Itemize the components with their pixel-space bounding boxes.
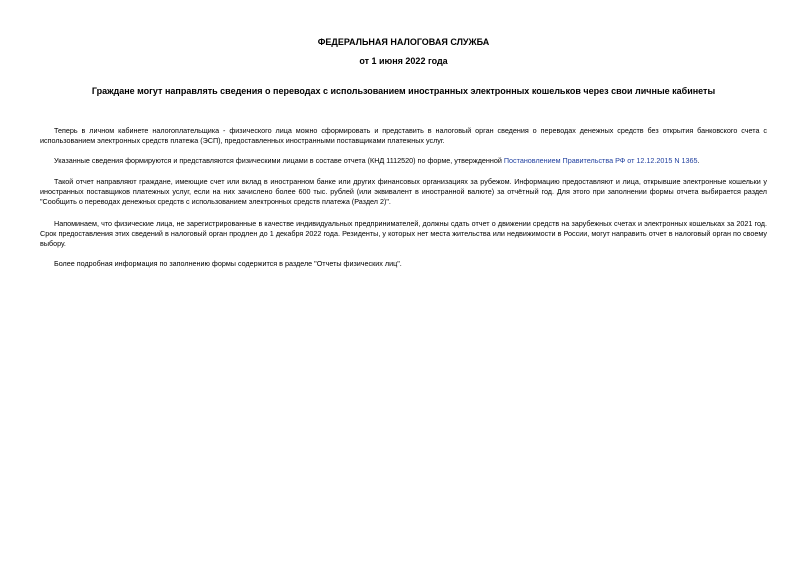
paragraph-1: Теперь в личном кабинете налогоплательщика - физического лица можно сформировать и представить в налоговый орган сведения о переводах денежных средств без открытия банковского счета с использованием электронных средств платежа (ЭСП), предоставленных иностранными поставщиками платежных услуг.	[40, 126, 767, 145]
paragraph-3: Такой отчет направляют граждане, имеющие счет или вклад в иностранном банке или других финансовых организациях за рубежом. Информацию предоставляют и лица, открывшие электронные кошельки у иностранных поставщиков платежных услуг, если на них зачислено более 600 тыс. рублей (или эквивалент в иностранной валюте) за отчётный год. Для этого при заполнении формы отчета выбирается раздел "Сообщить о переводах денежных средств с использованием электронных средств платежа (Раздел 2)".	[40, 177, 767, 206]
agency-heading: ФЕДЕРАЛЬНАЯ НАЛОГОВАЯ СЛУЖБА	[317, 37, 490, 47]
paragraph-2-end: .	[697, 156, 700, 165]
resolution-link[interactable]: Постановлением Правительства РФ от 12.12.2015 N 1365	[503, 156, 698, 165]
document-date: от 1 июня 2022 года	[359, 56, 448, 66]
paragraph-2	[40, 156, 767, 166]
paragraph-4: Напоминаем, что физические лица, не зарегистрированные в качестве индивидуальных предпринимателей, должны сдать отчет о движении средств на зарубежных счетах и электронных кошельках за 2021 год. Срок предоставления этих сведений в налоговый орган продлен до 1 декабря 2022 года. Резиденты, у которых нет места жительства или недвижимости в России, могут направить отчет в налоговый орган по своему выбору.	[40, 219, 767, 248]
document-title: Граждане могут направлять сведения о переводах с использованием иностранных электронных кошельков через свои личные кабинеты	[91, 86, 716, 96]
paragraph-2-text: Указанные сведения формируются и представляются физическими лицами в составе отчета (КНД 1112520) по форме, утвержденной	[54, 156, 504, 165]
paragraph-5: Более подробная информация по заполнению формы содержится в разделе "Отчеты физических лиц".	[54, 259, 402, 268]
